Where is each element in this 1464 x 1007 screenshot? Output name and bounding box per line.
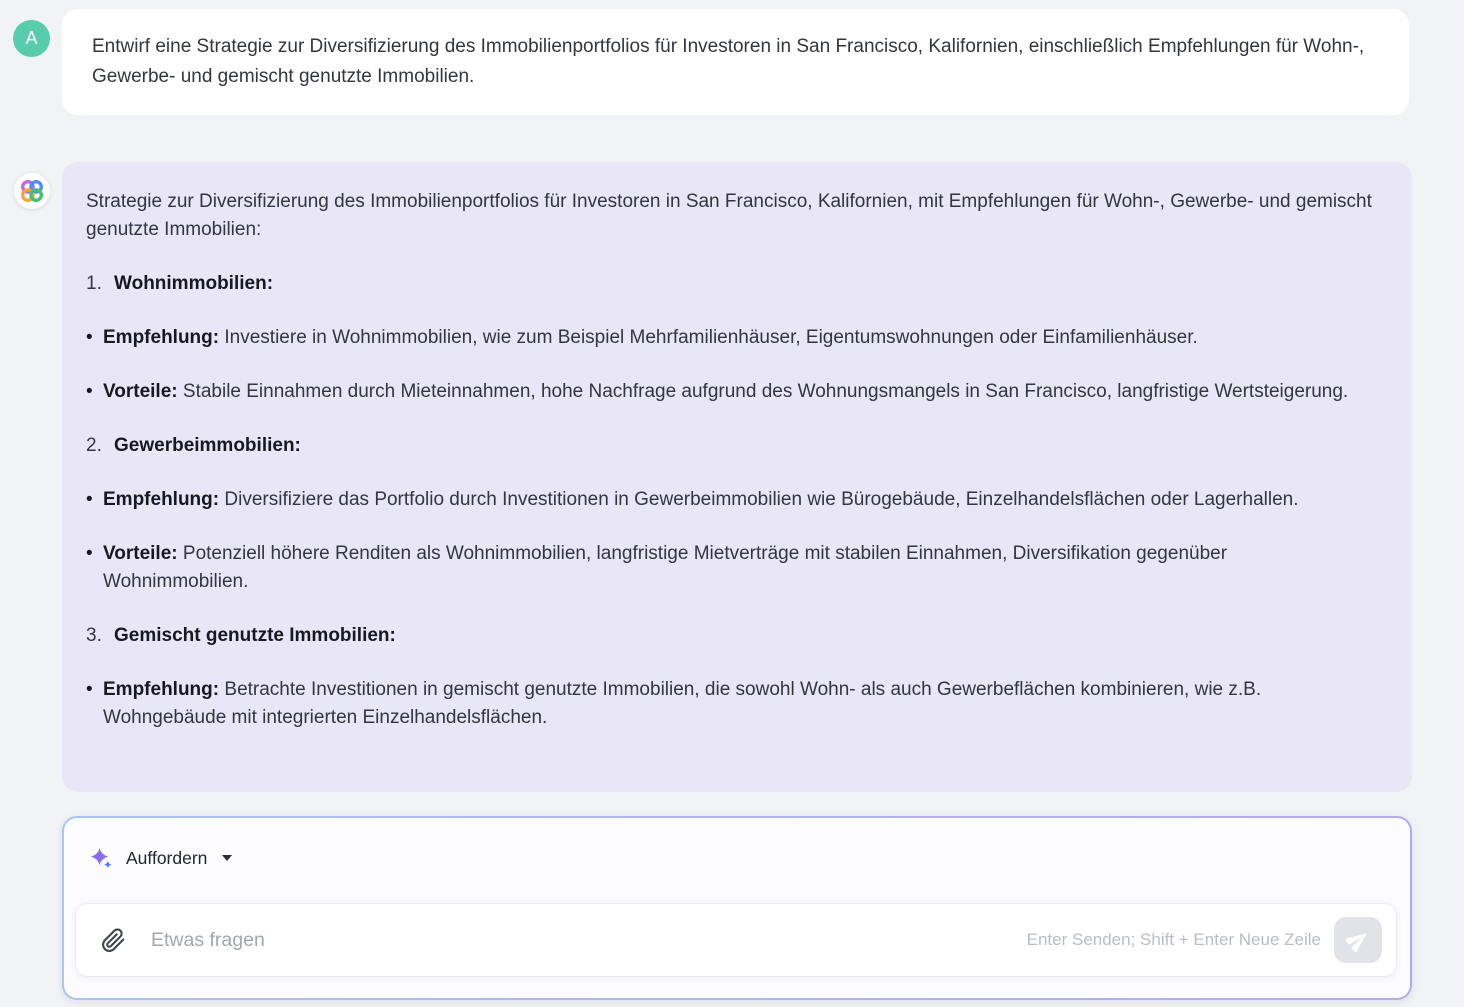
user-message-text: Entwirf eine Strategie zur Diversifizierung des Immobilienportfolios für Investoren in San Francisco, Kalifornien, einschließlich Empfehlungen für Wohn-, Gewerbe- und gemischt genutzte Immobilien. [92,36,1365,87]
list-item-heading [86,432,1376,460]
list-item-heading [86,270,1376,298]
list-title: Gewerbeimmobilien: [114,435,301,456]
prompt-panel-inner [64,818,1410,998]
bullet-label: Vorteile: [103,543,178,564]
prompt-mode-row [64,818,1410,898]
user-avatar: A [13,20,50,57]
bullet-label: Empfehlung: [103,489,220,510]
list-number: 3. [86,625,102,646]
prompt-mode-label: Auffordern [126,847,208,868]
list-title: Gemischt genutzte Immobilien: [114,625,396,646]
list-number: 1. [86,273,102,294]
attach-file-button[interactable] [100,927,126,953]
bullet-item [86,378,1376,406]
bullet-label: Empfehlung: [103,679,220,700]
bullet-item [86,486,1376,514]
bullet-text: Stabile Einnahmen durch Mieteinnahmen, hohe Nachfrage aufgrund des Wohnungsmangels in San Francisco, langfristige Wertsteigerung. [182,381,1349,402]
bullet-item [86,540,1376,596]
user-message-bubble [62,9,1409,115]
keyboard-hint: Enter Senden; Shift + Enter Neue Zeile [1026,930,1321,949]
chevron-down-icon [222,855,232,861]
send-button[interactable] [1334,917,1382,963]
prompt-panel [62,816,1412,1000]
chat-message-input[interactable] [149,928,1027,953]
assistant-avatar [14,173,50,209]
assistant-message-bubble [62,162,1412,792]
bullet-label: Empfehlung: [103,327,220,348]
bullet-item [86,324,1376,352]
list-item-heading [86,622,1376,650]
bullet-text: Potenziell höhere Renditen als Wohnimmobilien, langfristige Mietverträge mit stabilen Einnahmen, Diversifikation gegenüber Wohnimmobilien. [103,543,1228,592]
bullet-label: Vorteile: [103,381,178,402]
ai-clover-logo-icon [19,178,45,204]
sparkle-icon [90,847,113,870]
assistant-intro: Strategie zur Diversifizierung des Immobilienportfolios für Investoren in San Francisco, Kalifornien, mit Empfehlungen für Wohn-, Gewerbe- und gemischt genutzte Immobilien: [86,191,1372,240]
paper-plane-icon [1346,928,1370,952]
bullet-item [86,676,1376,732]
list-title: Wohnimmobilien: [114,273,274,294]
prompt-mode-dropdown[interactable] [90,847,232,870]
list-number: 2. [86,435,102,456]
bullet-text: Betrachte Investitionen in gemischt genutzte Immobilien, die sowohl Wohn- als auch Gewerbeflächen kombinieren, wie z.B. Wohngebäude mit integrierten Einzelhandelsflächen. [103,679,1262,728]
bullet-text: Diversifiziere das Portfolio durch Investitionen in Gewerbeimmobilien wie Bürogebäude, Einzelhandelsflächen oder Lagerhallen. [224,489,1299,510]
chat-input-box [76,904,1396,976]
paperclip-icon [101,928,126,953]
bullet-text: Investiere in Wohnimmobilien, wie zum Beispiel Mehrfamilienhäuser, Eigentumswohnungen oder Einfamilienhäuser. [224,327,1198,348]
